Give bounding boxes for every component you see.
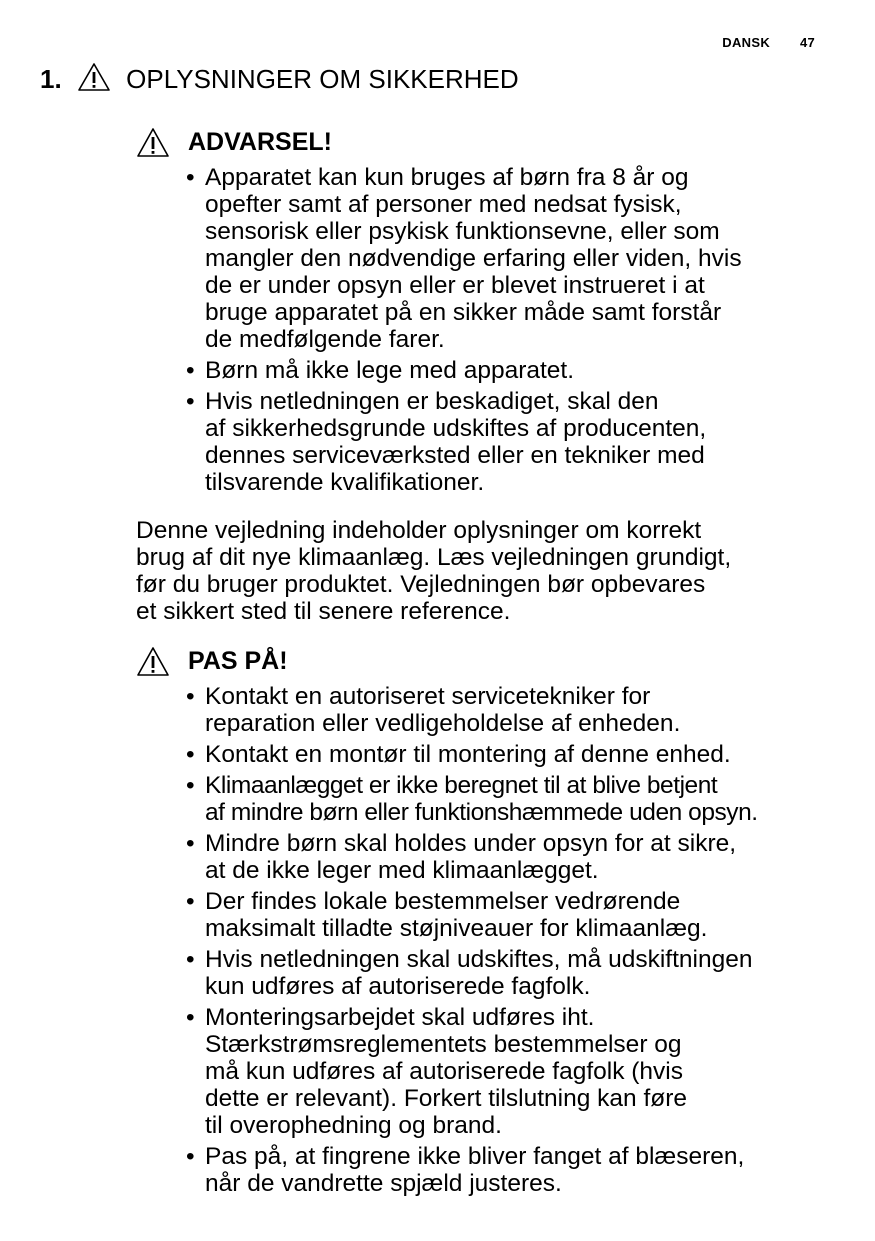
caution-heading (136, 645, 836, 681)
list-item: • Apparatet kan kun bruges af børn fra 8 år og opefter samt af personer med nedsat fysisk, sensorisk eller psykisk funktionsevne, eller som mangler den nødvendige erfaring eller viden, hvis de er under opsyn eller er blevet instrueret i at bruge apparatet på en sikker måde samt forstår de medfølgende farer. (186, 164, 836, 353)
warning-label: ADVARSEL! (188, 128, 332, 156)
section-title-text: OPLYSNINGER OM SIKKERHED (126, 64, 519, 94)
page-number: 47 (799, 35, 815, 50)
list-item: • Kontakt en autoriseret servicetekniker for reparation eller vedligeholdelse af enheden. (186, 683, 836, 737)
list-item: • Pas på, at fingrene ikke bliver fanget af blæseren, når de vandrette spjæld justeres. (186, 1143, 836, 1197)
header-language: DANSK (722, 35, 771, 50)
warning-icon (136, 127, 170, 158)
list-item: • Mindre børn skal holdes under opsyn for at sikre, at de ikke leger med klimaanlægget. (186, 830, 836, 884)
intro-paragraph: Denne vejledning indeholder oplysninger om korrekt brug af dit nye klimaanlæg. Læs vejledningen grundigt, før du bruger produktet. Vejledningen bør opbevares et sikkert sted til senere reference. (136, 517, 732, 625)
list-item: • Monteringsarbejdet skal udføres iht. Stærkstrømsreglementets bestemmelser og må kun udføres af autoriserede fagfolk (hvis dette er relevant). Forkert tilslutning kan føre til overophedning og brand. (186, 1004, 836, 1139)
list-item: • Klimaanlægget er ikke beregnet til at blive betjent af mindre børn eller funktionshæmmede uden opsyn. (186, 772, 836, 826)
caution-icon (136, 646, 170, 677)
list-item: • Hvis netledningen er beskadiget, skal den af sikkerhedsgrunde udskiftes af producenten, dennes serviceværksted eller en tekniker med tilsvarende kvalifikationer. (186, 388, 836, 496)
section-title (40, 62, 519, 95)
caution-label: PAS PÅ! (188, 647, 288, 675)
caution-list (136, 683, 836, 1197)
list-item: • Hvis netledningen skal udskiftes, må udskiftningen kun udføres af autoriserede fagfolk. (186, 946, 836, 1000)
list-item: • Der findes lokale bestemmelser vedrørende maksimalt tilladte støjniveauer for klimaanlæg. (186, 888, 836, 942)
page-header (722, 35, 815, 50)
warning-heading (136, 126, 836, 162)
caution-block (136, 645, 836, 1201)
list-item: • Kontakt en montør til montering af denne enhed. (186, 741, 836, 768)
section-number: 1. (40, 64, 62, 94)
warning-list (136, 164, 836, 496)
warning-triangle-icon (77, 62, 111, 92)
list-item: • Børn må ikke lege med apparatet. (186, 357, 836, 384)
warning-block (136, 126, 836, 500)
